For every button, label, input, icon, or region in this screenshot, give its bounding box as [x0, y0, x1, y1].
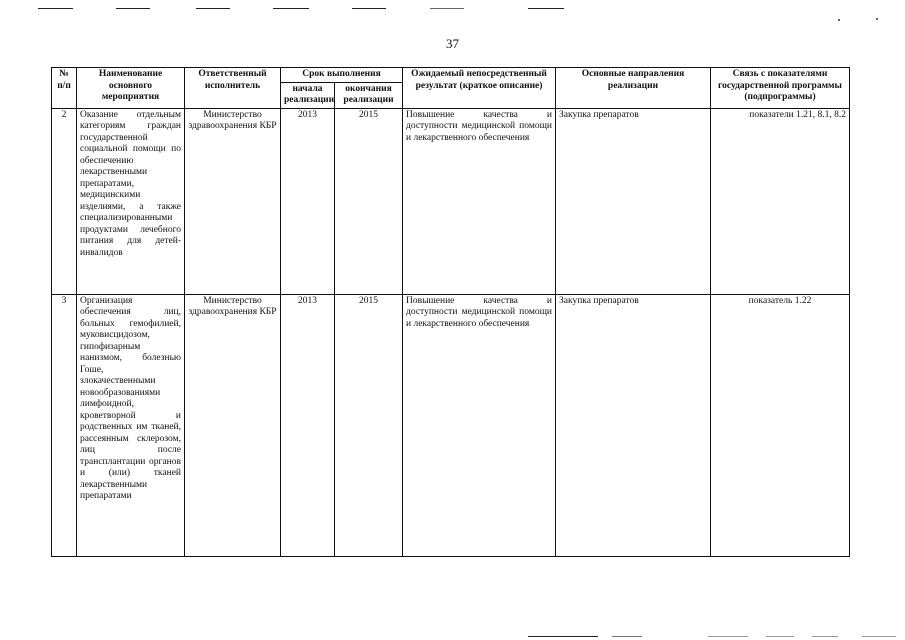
scan-mark [528, 636, 598, 637]
row-name: Оказание отдельным категориям граждан государственной социальной помощи по обеспечению лекарственными препаратами, медицинскими изделиями, а также специализированными продуктами лечебного питания для детей-инвалидов [77, 108, 185, 294]
header-directions: Основные направления реализации [556, 68, 711, 109]
header-period-end: окончания реализации [335, 82, 403, 108]
scan-mark [862, 636, 896, 637]
scan-mark [273, 8, 309, 9]
row-end: 2015 [335, 108, 403, 294]
scan-mark [38, 8, 73, 9]
row-directions: Закупка препаратов [556, 294, 711, 556]
header-num: № п/п [52, 68, 77, 109]
table-row [52, 108, 850, 294]
row-num: 2 [52, 108, 77, 294]
scan-mark [812, 636, 838, 637]
scan-mark [352, 8, 386, 9]
scan-mark [708, 636, 748, 637]
header-name: Наименование основного мероприятия [77, 68, 185, 109]
header-period-start: начала реализации [281, 82, 335, 108]
page-number: 37 [446, 36, 459, 51]
scan-dot [876, 18, 878, 20]
scan-mark [528, 8, 564, 9]
scan-dot [838, 19, 840, 21]
row-executor: Министерство здравоохранения КБР [185, 108, 281, 294]
header-link: Связь с показателями государственной программы (подпрограммы) [711, 68, 850, 109]
scan-mark [116, 8, 150, 9]
measures-table [51, 67, 850, 557]
header-period: Срок выполнения [281, 68, 403, 83]
row-name: Организация обеспечения лиц, больных гемофилией, муковисцидозом, гипофизарным нанизмом, болезнью Гоше, злокачественными новообразованиями лимфоидной, кроветворной и родственных им тканей, рассеянным склерозом, лиц после трансплантации органов и (или) тканей лекарственными препаратами [77, 294, 185, 556]
row-link: показатель 1.22 [711, 294, 850, 556]
row-result: Повышение качества и доступности медицинской помощи и лекарственного обеспечения [403, 108, 556, 294]
row-num: 3 [52, 294, 77, 556]
row-result: Повышение качества и доступности медицинской помощи и лекарственного обеспечения [403, 294, 556, 556]
table-row [52, 294, 850, 556]
header-result: Ожидаемый непосредственный результат (краткое описание) [403, 68, 556, 109]
row-start: 2013 [281, 294, 335, 556]
row-end: 2015 [335, 294, 403, 556]
header-row [52, 68, 850, 83]
header-executor: Ответственный исполнитель [185, 68, 281, 109]
row-directions: Закупка препаратов [556, 108, 711, 294]
scan-mark [612, 636, 642, 637]
scan-mark [430, 8, 464, 9]
row-start: 2013 [281, 108, 335, 294]
scan-mark [196, 8, 230, 9]
row-link: показатели 1.21, 8.1, 8.2 [711, 108, 850, 294]
scan-mark [766, 636, 794, 637]
row-executor: Министерство здравоохранения КБР [185, 294, 281, 556]
